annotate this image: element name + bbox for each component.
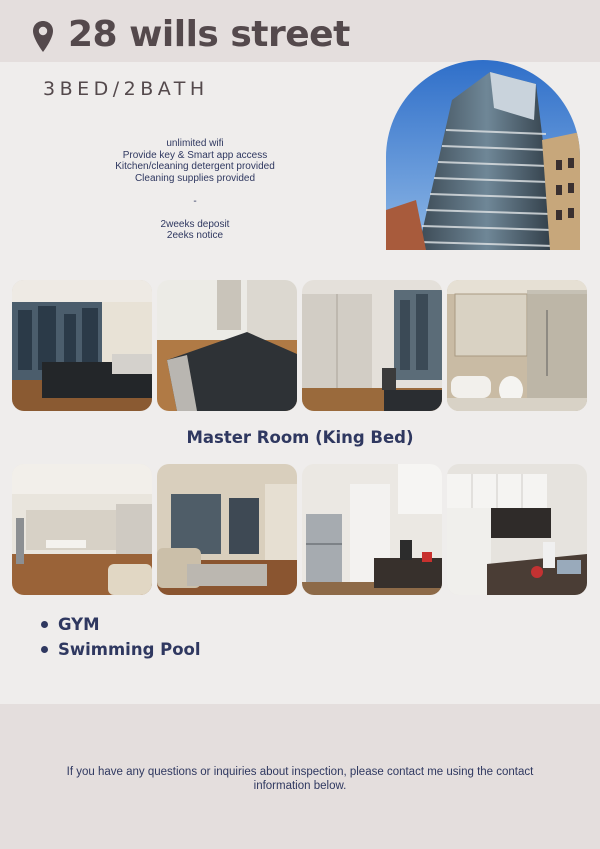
amenity-line: 2eeks notice [166, 230, 224, 241]
features-list [40, 612, 201, 662]
living-area-photo-1 [12, 464, 152, 595]
bed-bath-subtitle: 3BED/2BATH [43, 78, 209, 100]
bedroom-photo-1 [12, 280, 152, 411]
bullet-icon [41, 646, 48, 653]
bathroom-photo [447, 280, 587, 411]
amenity-spacer [95, 207, 295, 219]
kitchen-photo-2 [447, 464, 587, 595]
feature-item-pool [40, 637, 201, 662]
amenity-separator: - [193, 195, 197, 207]
header-band [0, 0, 600, 62]
living-area-photo-2 [157, 464, 297, 595]
amenities-list [95, 138, 295, 242]
page-title: 28 wills street [68, 14, 350, 55]
building-exterior-photo [386, 60, 580, 250]
amenity-line: Provide key & Smart app access [122, 149, 268, 161]
amenity-line: 2weeks deposit [160, 218, 230, 230]
amenity-spacer [95, 184, 295, 196]
bedroom-photo-2 [157, 280, 297, 411]
feature-label: GYM [58, 615, 100, 634]
footer-band [0, 704, 600, 849]
feature-label: Swimming Pool [58, 640, 201, 659]
amenity-line: unlimited wifi [166, 138, 224, 149]
bedroom-photo-3 [302, 280, 442, 411]
contact-note: If you have any questions or inquiries about inspection, please contact me using the contact information below. [66, 766, 534, 792]
location-pin-icon [32, 20, 54, 54]
amenity-line: Kitchen/cleaning detergent provided [115, 161, 275, 172]
feature-item-gym [40, 612, 201, 637]
kitchen-photo-1 [302, 464, 442, 595]
bullet-icon [41, 621, 48, 628]
master-room-title: Master Room (King Bed) [186, 428, 414, 447]
amenity-line: Cleaning supplies provided [134, 172, 256, 184]
